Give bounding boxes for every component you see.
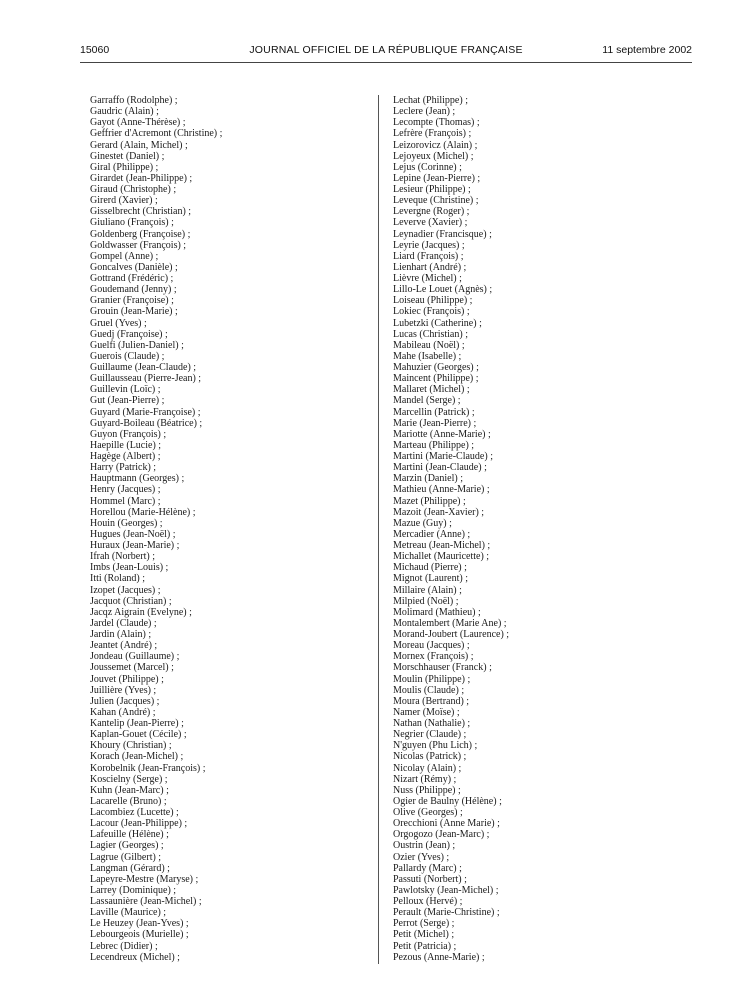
name-entry: Mariotte (Anne-Marie) ; xyxy=(393,428,491,440)
name-entry: Nuss (Philippe) ; xyxy=(393,784,461,796)
name-entry: Guyard-Boileau (Béatrice) ; xyxy=(90,417,203,429)
name-entry: Montalembert (Marie Ane) ; xyxy=(393,617,507,629)
right-column xyxy=(393,95,509,963)
header-rule xyxy=(80,62,692,63)
name-entry: Gruel (Yves) ; xyxy=(90,317,147,329)
name-entry: Gompel (Anne) ; xyxy=(90,250,159,262)
name-entry: Lebourgeois (Murielle) ; xyxy=(90,929,189,941)
name-entry: Nathan (Nathalie) ; xyxy=(393,718,471,729)
name-entry: Petit (Patricia) ; xyxy=(393,940,457,952)
name-entry: Passuti (Norbert) ; xyxy=(393,873,467,885)
name-entry: Lagrue (Gilbert) ; xyxy=(90,851,162,863)
name-entry: Michaud (Pierre) ; xyxy=(393,562,467,574)
name-entry: Nicolay (Alain) ; xyxy=(393,762,462,774)
name-entry: Gayot (Anne-Thérèse) ; xyxy=(90,117,186,129)
name-entry: Julien (Jacques) ; xyxy=(90,695,160,707)
name-entry: Mallaret (Michel) ; xyxy=(393,384,470,396)
name-entry: Laville (Maurice) ; xyxy=(90,907,167,919)
name-entry: Hagège (Albert) ; xyxy=(90,451,161,462)
page-header xyxy=(80,44,692,60)
name-entry: Leynadier (Francisque) ; xyxy=(393,228,492,240)
name-entry: Mercadier (Anne) ; xyxy=(393,528,471,540)
name-entry: Mazet (Philippe) ; xyxy=(393,495,466,507)
name-entry: Leveque (Christine) ; xyxy=(393,195,479,207)
name-entry: Mahe (Isabelle) ; xyxy=(393,350,462,362)
name-entry: Izopet (Jacques) ; xyxy=(90,584,161,596)
name-entry: Giral (Philippe) ; xyxy=(90,161,159,173)
name-entry: Korach (Jean-Michel) ; xyxy=(90,751,184,763)
name-entry: Leyrie (Jacques) ; xyxy=(393,239,465,251)
name-entry: Lechat (Philippe) ; xyxy=(393,95,468,106)
name-entry: Lacour (Jean-Philippe) ; xyxy=(90,818,188,830)
name-entry: Giuliano (François) ; xyxy=(90,217,174,229)
name-entry: Huraux (Jean-Marie) ; xyxy=(90,540,180,551)
name-entry: Moulis (Claude) ; xyxy=(393,684,465,696)
name-entry: Guyon (François) ; xyxy=(90,428,167,440)
name-entry: Pallardy (Marc) ; xyxy=(393,862,462,874)
name-entry: Lesieur (Philippe) ; xyxy=(393,184,471,195)
name-entry: Jouvet (Philippe) ; xyxy=(90,673,164,685)
name-entry: Lafeuille (Hélène) ; xyxy=(90,829,169,841)
name-entry: Gaudric (Alain) ; xyxy=(90,106,159,118)
name-entry: Moreau (Jacques) ; xyxy=(393,640,470,652)
name-entry: Lacombiez (Lucette) ; xyxy=(90,807,179,818)
name-entry: Larrey (Dominique) ; xyxy=(90,884,177,896)
name-entry: Pezous (Anne-Marie) ; xyxy=(393,951,485,963)
name-entry: Mahuzier (Georges) ; xyxy=(393,362,479,373)
name-entry: Jacqz Aigrain (Evelyne) ; xyxy=(90,606,192,618)
name-entry: Lienhart (André) ; xyxy=(393,261,467,273)
name-entry: Henry (Jacques) ; xyxy=(90,484,161,496)
name-entry: Itti (Roland) ; xyxy=(90,573,145,585)
name-entry: Oustrin (Jean) ; xyxy=(393,840,456,852)
name-entry: Loiseau (Philippe) ; xyxy=(393,295,473,307)
name-entry: Mornex (François) ; xyxy=(393,651,474,663)
name-entry: Olive (Georges) ; xyxy=(393,807,463,818)
name-entry: Jondeau (Guillaume) ; xyxy=(90,651,180,663)
column-divider xyxy=(378,95,379,964)
name-entry: Lillo-Le Louet (Agnès) ; xyxy=(393,284,493,296)
name-entry: Lassaunière (Jean-Michel) ; xyxy=(90,896,202,907)
name-entry: Molimard (Mathieu) ; xyxy=(393,606,481,618)
name-entry: Khoury (Christian) ; xyxy=(90,740,172,752)
name-entry: Goncalves (Danièle) ; xyxy=(90,261,178,273)
name-entry: Milpied (Noël) ; xyxy=(393,595,459,607)
name-entry: Orecchioni (Anne Marie) ; xyxy=(393,818,500,830)
name-entry: Liard (François) ; xyxy=(393,250,464,262)
name-entry: Lacarelle (Bruno) ; xyxy=(90,795,167,807)
name-entry: Nicolas (Patrick) ; xyxy=(393,751,467,763)
name-entry: Langman (Gérard) ; xyxy=(90,862,170,874)
name-entry: Mabileau (Noël) ; xyxy=(393,339,465,351)
name-entry: Le Heuzey (Jean-Yves) ; xyxy=(90,918,189,930)
name-entry: Harry (Patrick) ; xyxy=(90,462,157,474)
name-entry: Gerard (Alain, Michel) ; xyxy=(90,139,188,151)
name-entry: Guelfi (Julien-Daniel) ; xyxy=(90,339,184,351)
name-entry: Maincent (Philippe) ; xyxy=(393,373,479,385)
name-entry: Lubetzki (Catherine) ; xyxy=(393,317,482,329)
name-entry: Lokiec (François) ; xyxy=(393,306,470,318)
name-entry: Lagier (Georges) ; xyxy=(90,840,164,852)
name-entry: Negrier (Claude) ; xyxy=(393,729,467,741)
name-entry: Moulin (Philippe) ; xyxy=(393,673,471,685)
name-entry: Geffrier d'Acremont (Christine) ; xyxy=(90,128,223,140)
name-entry: Michallet (Mauricette) ; xyxy=(393,551,490,563)
name-entry: N'guyen (Phu Lich) ; xyxy=(393,740,478,752)
name-entry: Juillière (Yves) ; xyxy=(90,684,157,696)
name-entry: Kaplan-Gouet (Cécile) ; xyxy=(90,729,187,741)
name-entry: Perrot (Serge) ; xyxy=(393,918,455,930)
name-entry: Gisselbrecht (Christian) ; xyxy=(90,206,192,218)
name-entry: Koscielny (Serge) ; xyxy=(90,773,168,785)
name-entry: Martini (Jean-Claude) ; xyxy=(393,462,487,474)
name-entry: Marzin (Daniel) ; xyxy=(393,473,463,485)
name-entry: Orgogozo (Jean-Marc) ; xyxy=(393,829,490,841)
name-entry: Guillaume (Jean-Claude) ; xyxy=(90,362,197,373)
name-entry: Girerd (Xavier) ; xyxy=(90,195,158,207)
name-entry: Lejoyeux (Michel) ; xyxy=(393,150,474,162)
name-entry: Mazue (Guy) ; xyxy=(393,517,452,529)
name-entry: Hugues (Jean-Noël) ; xyxy=(90,528,176,540)
name-entry: Jardin (Alain) ; xyxy=(90,629,152,640)
name-entry: Mandel (Serge) ; xyxy=(393,395,461,407)
name-entry: Marteau (Philippe) ; xyxy=(393,439,475,451)
name-entry: Petit (Michel) ; xyxy=(393,929,455,941)
name-entry: Lefrère (François) ; xyxy=(393,128,472,140)
name-entry: Levergne (Roger) ; xyxy=(393,206,470,218)
name-entry: Millaire (Alain) ; xyxy=(393,584,462,596)
name-entry: Kuhn (Jean-Marc) ; xyxy=(90,784,169,796)
name-entry: Giraud (Christophe) ; xyxy=(90,184,177,195)
name-entry: Ozier (Yves) ; xyxy=(393,851,450,863)
name-entry: Lejus (Corinne) ; xyxy=(393,161,462,173)
name-entry: Ifrah (Norbert) ; xyxy=(90,551,155,563)
name-entry: Guyard (Marie-Françoise) ; xyxy=(90,406,201,418)
name-entry: Horellou (Marie-Hélène) ; xyxy=(90,506,196,518)
name-entry: Mazoit (Jean-Xavier) ; xyxy=(393,506,485,518)
name-entry: Jardel (Claude) ; xyxy=(90,617,157,629)
name-entry: Ginestet (Daniel) ; xyxy=(90,150,165,162)
name-entry: Jacquot (Christian) ; xyxy=(90,595,172,607)
name-entry: Grouin (Jean-Marie) ; xyxy=(90,306,178,318)
name-entry: Goldenberg (Françoise) ; xyxy=(90,228,191,240)
name-entry: Leizorovicz (Alain) ; xyxy=(393,139,478,151)
name-entry: Guillausseau (Pierre-Jean) ; xyxy=(90,373,202,385)
name-entry: Pelloux (Hervé) ; xyxy=(393,896,463,907)
name-entry: Guillevin (Loïc) ; xyxy=(90,384,161,396)
name-entry: Lucas (Christian) ; xyxy=(393,328,468,340)
name-entry: Metreau (Jean-Michel) ; xyxy=(393,540,491,551)
name-entry: Guerois (Claude) ; xyxy=(90,350,165,362)
name-entry: Leclere (Jean) ; xyxy=(393,106,456,118)
page-number: 15060 xyxy=(80,44,110,56)
name-entry: Goudemand (Jenny) ; xyxy=(90,284,177,296)
name-entry: Lebrec (Didier) ; xyxy=(90,940,158,952)
name-entry: Morschhauser (Franck) ; xyxy=(393,662,492,674)
name-entry: Granier (Françoise) ; xyxy=(90,295,174,307)
name-entry: Haepille (Lucie) ; xyxy=(90,439,162,451)
name-entry: Lepine (Jean-Pierre) ; xyxy=(393,172,481,184)
name-entry: Lecendreux (Michel) ; xyxy=(90,951,180,963)
name-entry: Hommel (Marc) ; xyxy=(90,495,161,507)
name-entry: Guedj (Françoise) ; xyxy=(90,328,168,340)
name-entry: Lapeyre-Mestre (Maryse) ; xyxy=(90,873,199,885)
name-entry: Kantelip (Jean-Pierre) ; xyxy=(90,718,184,729)
name-entry: Korobelnik (Jean-François) ; xyxy=(90,762,206,774)
name-entry: Jeantet (André) ; xyxy=(90,640,158,652)
name-entry: Garraffo (Rodolphe) ; xyxy=(90,95,178,106)
name-entry: Gut (Jean-Pierre) ; xyxy=(90,395,165,407)
name-entry: Leverve (Xavier) ; xyxy=(393,217,468,229)
name-entry: Hauptmann (Georges) ; xyxy=(90,473,185,485)
left-column xyxy=(90,95,222,963)
name-entry: Gottrand (Frédéric) ; xyxy=(90,273,174,284)
name-entry: Marcellin (Patrick) ; xyxy=(393,406,475,418)
name-entry: Martini (Marie-Claude) ; xyxy=(393,451,493,462)
name-entry: Joussemet (Marcel) ; xyxy=(90,662,174,674)
name-entry: Ogier de Baulny (Hélène) ; xyxy=(393,795,502,807)
name-entry: Imbs (Jean-Louis) ; xyxy=(90,562,169,574)
name-entry: Mathieu (Anne-Marie) ; xyxy=(393,484,490,496)
name-entry: Lecompte (Thomas) ; xyxy=(393,117,480,129)
name-entry: Lièvre (Michel) ; xyxy=(393,273,462,284)
name-entry: Marie (Jean-Pierre) ; xyxy=(393,417,477,429)
name-entry: Kahan (André) ; xyxy=(90,706,156,718)
issue-date: 11 septembre 2002 xyxy=(602,44,692,56)
name-entry: Mignot (Laurent) ; xyxy=(393,573,468,585)
journal-title: JOURNAL OFFICIEL DE LA RÉPUBLIQUE FRANÇAISE xyxy=(249,44,523,56)
name-entry: Nizart (Rémy) ; xyxy=(393,773,457,785)
name-entry: Perault (Marie-Christine) ; xyxy=(393,907,500,919)
name-entry: Girardet (Jean-Philippe) ; xyxy=(90,172,193,184)
name-entry: Moura (Bertrand) ; xyxy=(393,695,470,707)
name-entry: Namer (Moïse) ; xyxy=(393,706,460,718)
name-entry: Morand-Joubert (Laurence) ; xyxy=(393,629,510,640)
name-entry: Pawlotsky (Jean-Michel) ; xyxy=(393,884,499,896)
name-entry: Goldwasser (François) ; xyxy=(90,239,187,251)
name-entry: Houin (Georges) ; xyxy=(90,517,163,529)
